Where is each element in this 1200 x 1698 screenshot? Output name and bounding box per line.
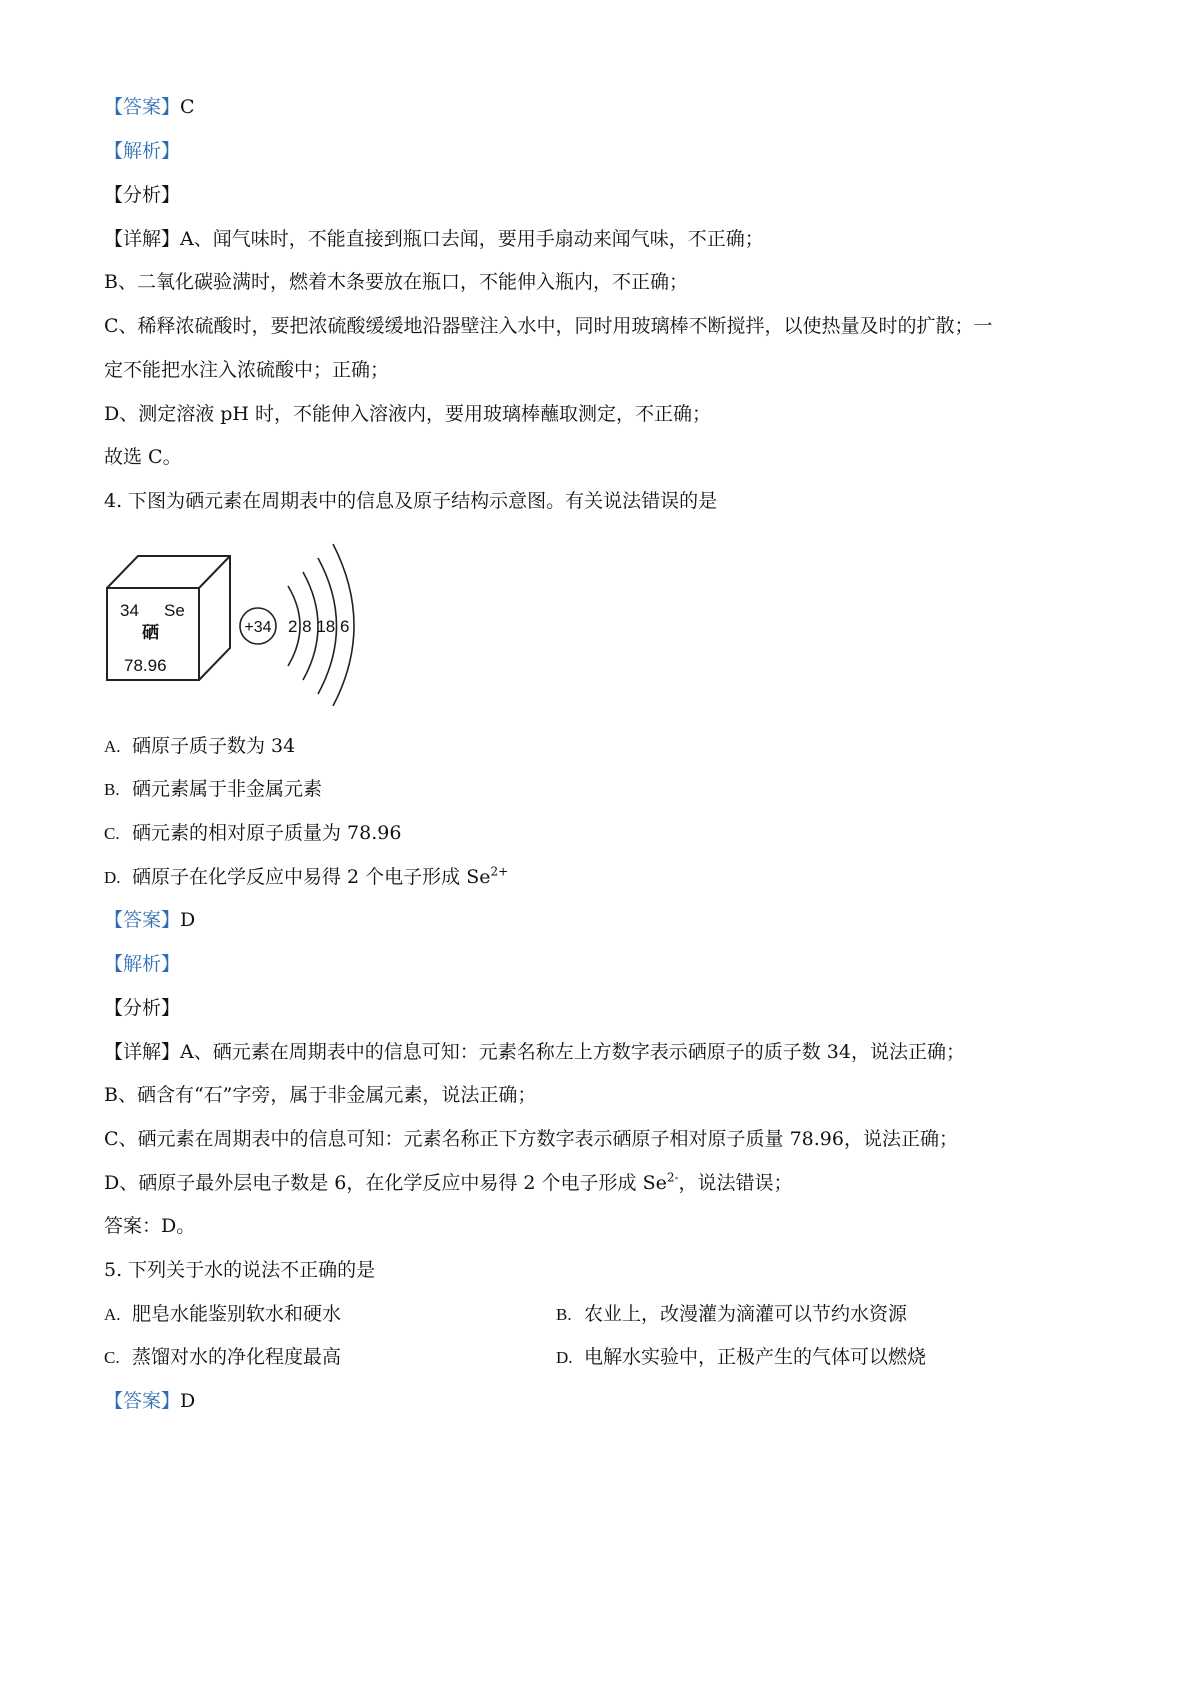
selenium-diagram [100, 534, 370, 706]
q5-option-a [104, 1301, 341, 1328]
detail-tag: 【详解】 [104, 228, 181, 250]
option-letter: D. [104, 868, 121, 887]
element-name: 硒 [142, 623, 159, 643]
q4-option-a [104, 733, 295, 760]
option-letter: C. [104, 1348, 120, 1367]
element-symbol: Se [164, 601, 185, 620]
option-text: 农业上，改漫灌为滴灌可以节约水资源 [584, 1303, 908, 1325]
atomic-number: 34 [120, 601, 139, 620]
option-text: 硒元素的相对原子质量为 78.96 [132, 822, 402, 844]
q3-answer-line [104, 94, 195, 120]
detail-text: A、硒元素在周期表中的信息可知：元素名称左上方数字表示硒原子的质子数 34，说法正确； [180, 1041, 965, 1063]
detail-text: A、闻气味时，不能直接到瓶口去闻，要用手扇动来闻气味，不正确； [180, 228, 764, 250]
detail-text: ，说法错误； [678, 1172, 793, 1194]
q4-option-c [104, 820, 401, 847]
detail-line-b: B、二氧化碳验满时，燃着木条要放在瓶口，不能伸入瓶内，不正确； [104, 271, 688, 293]
q5-option-d [556, 1344, 926, 1371]
q4-detail-b: B、硒含有“石”字旁，属于非金属元素，说法正确； [104, 1084, 537, 1106]
answer-tag: 【答案】 [104, 96, 181, 118]
detail-line-a [104, 226, 764, 252]
option-letter: B. [556, 1305, 572, 1324]
question-4-stem: 4. 下图为硒元素在周期表中的信息及原子结构示意图。有关说法错误的是 [104, 490, 718, 512]
option-letter: A. [104, 737, 121, 756]
option-text: 电解水实验中，正极产生的气体可以燃烧 [584, 1346, 927, 1368]
fenxi-tag: 【分析】 [104, 184, 181, 206]
q4-conclusion: 答案：D。 [104, 1215, 196, 1237]
detail-line-c: C、稀释浓硫酸时，要把浓硫酸缓缓地沿器壁注入水中，同时用玻璃棒不断搅拌，以使热量及时的扩散；一 [104, 315, 993, 337]
option-text: 硒原子在化学反应中易得 2 个电子形成 Se [132, 866, 491, 888]
analysis-tag: 【解析】 [104, 140, 181, 162]
q4-detail-c: C、硒元素在周期表中的信息可知：元素名称正下方数字表示硒原子相对原子质量 78.96，说法正确； [104, 1128, 958, 1150]
option-letter: A. [104, 1305, 121, 1324]
option-text: 硒元素属于非金属元素 [132, 778, 323, 800]
detail-text: D、硒原子最外层电子数是 6，在化学反应中易得 2 个电子形成 Se [104, 1172, 667, 1194]
detail-line-d: D、测定溶液 pH 时，不能伸入溶液内，要用玻璃棒蘸取测定，不正确； [104, 403, 712, 425]
ion-superscript: 2- [666, 1170, 679, 1185]
option-text: 蒸馏对水的净化程度最高 [132, 1346, 342, 1368]
option-text: 肥皂水能鉴别软水和硬水 [132, 1303, 342, 1325]
detail-line-c-cont: 定不能把水注入浓硫酸中；正确； [104, 359, 390, 381]
shell-electrons: 2 8 18 6 [288, 617, 350, 636]
q4-detail-d [104, 1170, 793, 1196]
q5-answer-line [104, 1388, 195, 1414]
q4-answer-line [104, 907, 195, 933]
detail-conclusion: 故选 C。 [104, 446, 182, 468]
option-letter: C. [104, 824, 120, 843]
answer-tag: 【答案】 [104, 909, 181, 931]
option-superscript: 2+ [490, 864, 509, 879]
option-letter: D. [556, 1348, 573, 1367]
fenxi-tag: 【分析】 [104, 997, 181, 1019]
q4-detail-a [104, 1039, 965, 1065]
answer-value: D [180, 1390, 196, 1412]
answer-tag: 【答案】 [104, 1390, 181, 1412]
nucleus-charge: +34 [244, 619, 272, 636]
q5-option-c [104, 1344, 341, 1371]
question-5-stem: 5. 下列关于水的说法不正确的是 [104, 1259, 376, 1281]
detail-tag: 【详解】 [104, 1041, 181, 1063]
atomic-mass: 78.96 [124, 656, 167, 675]
option-letter: B. [104, 780, 120, 799]
analysis-tag: 【解析】 [104, 953, 181, 975]
answer-value: C [180, 96, 195, 118]
q4-option-d [104, 864, 508, 891]
option-text: 硒原子质子数为 34 [132, 735, 296, 757]
q4-option-b [104, 776, 322, 803]
q5-option-b [556, 1301, 907, 1328]
answer-value: D [180, 909, 196, 931]
